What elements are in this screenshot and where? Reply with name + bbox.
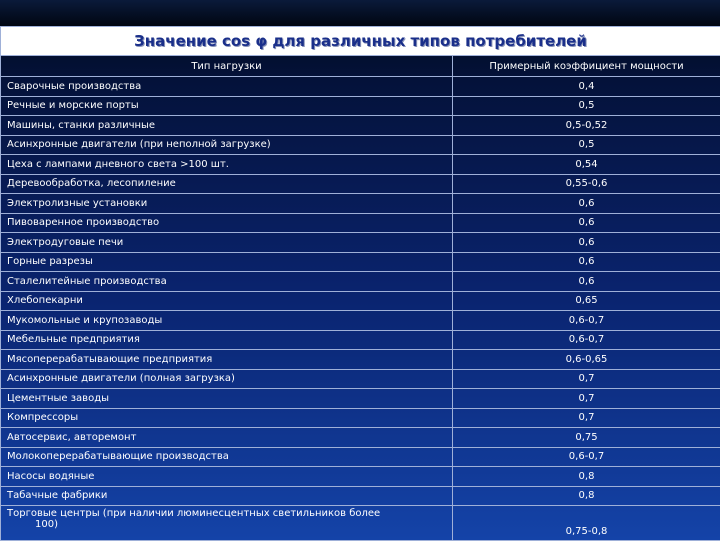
power-factor-cell: 0,54: [453, 155, 720, 175]
load-type-cell: [1, 506, 453, 541]
power-factor-cell: 0,6: [453, 252, 720, 272]
power-factor-cell: 0,6: [453, 233, 720, 253]
table-row: [1, 96, 720, 116]
load-type-cell: Машины, станки различные: [1, 116, 453, 136]
load-type-cell: Электролизные установки: [1, 194, 453, 214]
table-row: [1, 174, 720, 194]
power-factor-cell: 0,75: [453, 428, 720, 448]
power-factor-cell: 0,75-0,8: [453, 506, 720, 541]
load-type-cell: Насосы водяные: [1, 467, 453, 487]
power-factor-cell: 0,5: [453, 96, 720, 116]
table-title: Значение cos φ для различных типов потребителей: [1, 27, 720, 56]
load-type-cell: Цеха с лампами дневного света >100 шт.: [1, 155, 453, 175]
power-factor-cell: 0,6: [453, 194, 720, 214]
load-type-cell: Горные разрезы: [1, 252, 453, 272]
load-type-cell: Цементные заводы: [1, 389, 453, 409]
power-factor-cell: 0,6-0,7: [453, 330, 720, 350]
table-row: [1, 428, 720, 448]
table-row: [1, 77, 720, 97]
table-row: [1, 252, 720, 272]
load-type-cell: Компрессоры: [1, 408, 453, 428]
load-type-cell: Сталелитейные производства: [1, 272, 453, 292]
load-type-cell: Асинхронные двигатели (при неполной загрузке): [1, 135, 453, 155]
load-type-cell: Электродуговые печи: [1, 233, 453, 253]
power-factor-cell: 0,8: [453, 486, 720, 506]
load-type-cell: Табачные фабрики: [1, 486, 453, 506]
power-factor-cell: 0,65: [453, 291, 720, 311]
top-band: [0, 0, 720, 27]
table-row: [1, 311, 720, 331]
load-type-cell: Асинхронные двигатели (полная загрузка): [1, 369, 453, 389]
power-factor-cell: 0,6-0,65: [453, 350, 720, 370]
power-factor-cell: 0,55-0,6: [453, 174, 720, 194]
table-row: [1, 408, 720, 428]
load-type-cell: Мясоперерабатывающие предприятия: [1, 350, 453, 370]
table-row: [1, 291, 720, 311]
table-row: [1, 330, 720, 350]
table-row: [1, 486, 720, 506]
load-type-cell: Деревообработка, лесопиление: [1, 174, 453, 194]
table-row: [1, 194, 720, 214]
power-factor-cell: 0,6: [453, 272, 720, 292]
table-row: [1, 369, 720, 389]
power-factor-cell: 0,4: [453, 77, 720, 97]
power-factor-cell: 0,6-0,7: [453, 311, 720, 331]
load-type-line: Торговые центры (при наличии люминесцентных светильников более: [7, 508, 380, 519]
table-row: [1, 467, 720, 487]
load-type-cell: Пивоваренное производство: [1, 213, 453, 233]
power-factor-cell: 0,7: [453, 369, 720, 389]
header-power-factor: Примерный коэффициент мощности: [453, 56, 720, 77]
load-type-line: 100): [7, 519, 58, 530]
table-row: [1, 506, 720, 541]
power-factor-cell: 0,6-0,7: [453, 447, 720, 467]
power-factor-table: [0, 26, 720, 541]
load-type-cell: Мукомольные и крупозаводы: [1, 311, 453, 331]
table-row: [1, 116, 720, 136]
table-row: [1, 213, 720, 233]
power-factor-cell: 0,6: [453, 213, 720, 233]
load-type-cell: Хлебопекарни: [1, 291, 453, 311]
table-row: [1, 447, 720, 467]
table-row: [1, 350, 720, 370]
power-factor-cell: 0,5-0,52: [453, 116, 720, 136]
table-row: [1, 272, 720, 292]
load-type-cell: Сварочные производства: [1, 77, 453, 97]
power-factor-cell: 0,7: [453, 389, 720, 409]
table-row: [1, 233, 720, 253]
load-type-cell: Молокоперерабатывающие производства: [1, 447, 453, 467]
load-type-cell: Речные и морские порты: [1, 96, 453, 116]
table-row: [1, 155, 720, 175]
load-type-cell: Автосервис, авторемонт: [1, 428, 453, 448]
power-factor-cell: 0,8: [453, 467, 720, 487]
table-row: [1, 389, 720, 409]
table-row: [1, 135, 720, 155]
load-type-cell: Мебельные предприятия: [1, 330, 453, 350]
header-load-type: Тип нагрузки: [1, 56, 453, 77]
power-factor-cell: 0,7: [453, 408, 720, 428]
power-factor-cell: 0,5: [453, 135, 720, 155]
